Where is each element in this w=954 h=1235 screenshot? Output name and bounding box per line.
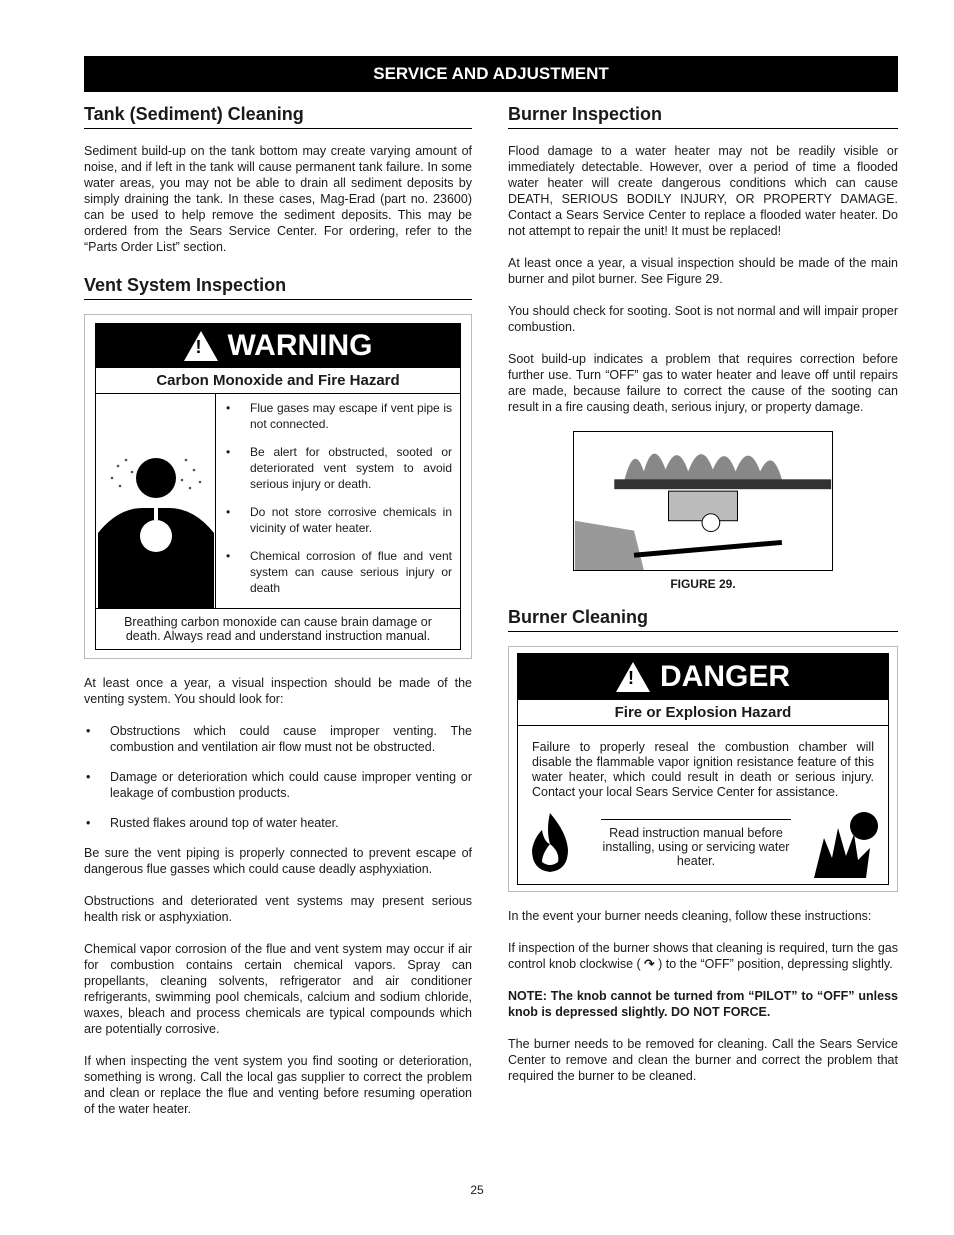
warning-item: • Chemical corrosion of flue and vent system can cause serious injury or death [224, 548, 452, 596]
burner-inspection-heading: Burner Inspection [508, 104, 898, 129]
tank-text: Sediment build-up on the tank bottom may create varying amount of noise, and if left in the tank will cause permanent tank failure. In some water areas, you may not be able to drain all sediment deposits by simply draining the tank. In these cases, Mag-Erad (part no. 23600) can be used to help remove the sediment deposits. This may be ordered from the Sears Service Center. For ordering, refer to the “Parts Order List” section. [84, 144, 472, 254]
danger-frame [508, 646, 898, 892]
knob-note: NOTE: The knob cannot be turned from “PILOT” to “OFF” unless knob is depressed slightly. DO NOT FORCE. [508, 989, 898, 1019]
burner-figure [573, 431, 833, 571]
vent-para: Be sure the vent piping is properly connected to prevent escape of dangerous flue gasses which could cause deadly asphyxiation. [84, 846, 472, 876]
checklist-item: • Obstructions which could cause improper venting. The combustion and ventilation air flow must not be obstructed. [84, 723, 472, 755]
fire-icon [522, 808, 578, 878]
checklist-item: • Rusted flakes around top of water heater. [84, 815, 472, 831]
vent-heading: Vent System Inspection [84, 275, 472, 300]
danger-title: DANGER [659, 660, 790, 693]
flood-para: Flood damage to a water heater may not be readily visible or immediately detectable. However, over a period of time a flooded water heater will create dangerous conditions which can cause DEATH, SERIOUS BODILY INJURY, OR PROPERTY DAMAGE. Contact a Sears Service Center to replace a flooded water heater. Do not attempt to repair the unit! It must be replaced! [508, 144, 898, 238]
page-number: 25 [470, 1183, 484, 1197]
tank-heading: Tank (Sediment) Cleaning [84, 104, 472, 129]
danger-triangle-icon: ! [616, 662, 650, 692]
warning-triangle-icon: ! [184, 331, 218, 361]
sooting-para: You should check for sooting. Soot is not normal and will impair proper combustion. [508, 304, 898, 334]
clockwise-arrow-icon: ↷ [640, 957, 659, 971]
danger-read-manual: Read instruction manual before installing, using or servicing water heater. [601, 819, 791, 868]
checklist-item: • Damage or deterioration which could cause improper venting or leakage of combustion products. [84, 769, 472, 801]
section-banner: SERVICE AND ADJUSTMENT [84, 56, 898, 92]
vent-para: Chemical vapor corrosion of the flue and vent system may occur if air for combustion contains certain chemical vapors. Spray can propellants, cleaning solvents, refrigerator and air conditioner refrigerants, swimming pool chemicals, calcium and sodium chloride, waxes, bleach and process chemicals are typical compounds which are potentially corrosive. [84, 942, 472, 1036]
warning-footer: Breathing carbon monoxide can cause brain damage or death. Always read and understand instruction manual. [124, 615, 432, 643]
knob-para: If inspection of the burner shows that cleaning is required, turn the gas control knob clockwise ( ↷ ) to the “OFF” position, depressing slightly. [508, 941, 898, 971]
warning-item: • Flue gases may escape if vent pipe is not connected. [224, 400, 452, 432]
warning-subtitle: Carbon Monoxide and Fire Hazard [96, 368, 460, 394]
warning-item: • Be alert for obstructed, sooted or deteriorated vent system to avoid serious injury or death. [224, 444, 452, 492]
figure-caption: FIGURE 29. [670, 577, 736, 591]
cleaning-intro: In the event your burner needs cleaning, follow these instructions: [508, 909, 872, 923]
explosion-icon [814, 808, 884, 878]
warning-sign [95, 323, 461, 650]
vent-checklist [84, 723, 472, 831]
burner-cleaning-heading: Burner Cleaning [508, 607, 898, 632]
soot-para: Soot build-up indicates a problem that requires correction before further use. Turn “OFF” gas to water heater and leave off until repairs are made, because failure to correct the cause of the sooting can result in a fire causing death, serious injury, or property damage. [508, 352, 898, 414]
vent-para: Obstructions and deteriorated vent systems may present serious health risk or asphyxiation. [84, 894, 472, 924]
warning-item: • Do not store corrosive chemicals in vicinity of water heater. [224, 504, 452, 536]
vent-intro: At least once a year, a visual inspection should be made of the venting system. You should look for: [84, 676, 472, 706]
vent-para: If when inspecting the vent system you find sooting or deterioration, something is wrong. Call the local gas supplier to correct the problem and clean or replace the flue and venting before resuming operation of the water heater. [84, 1054, 472, 1116]
danger-subtitle: Fire or Explosion Hazard [518, 700, 888, 726]
warning-title: WARNING [227, 329, 373, 362]
co-person-icon [96, 394, 216, 608]
inspection-para: At least once a year, a visual inspection should be made of the main burner and pilot burner. See Figure 29. [508, 256, 898, 286]
left-column [84, 104, 472, 1133]
right-column [508, 104, 898, 1100]
danger-text: Failure to properly reseal the combustion chamber will disable the flammable vapor ignition resistance feature of this water heater, which could result in death or serious injury. Contact your local Sears Service Center for assistance. [532, 740, 874, 799]
warning-frame [84, 314, 472, 659]
danger-sign [517, 653, 889, 885]
removal-para: The burner needs to be removed for cleaning. Call the Sears Service Center to remove and clean the burner and correct the problem that required the burner to be cleaned. [508, 1037, 898, 1083]
